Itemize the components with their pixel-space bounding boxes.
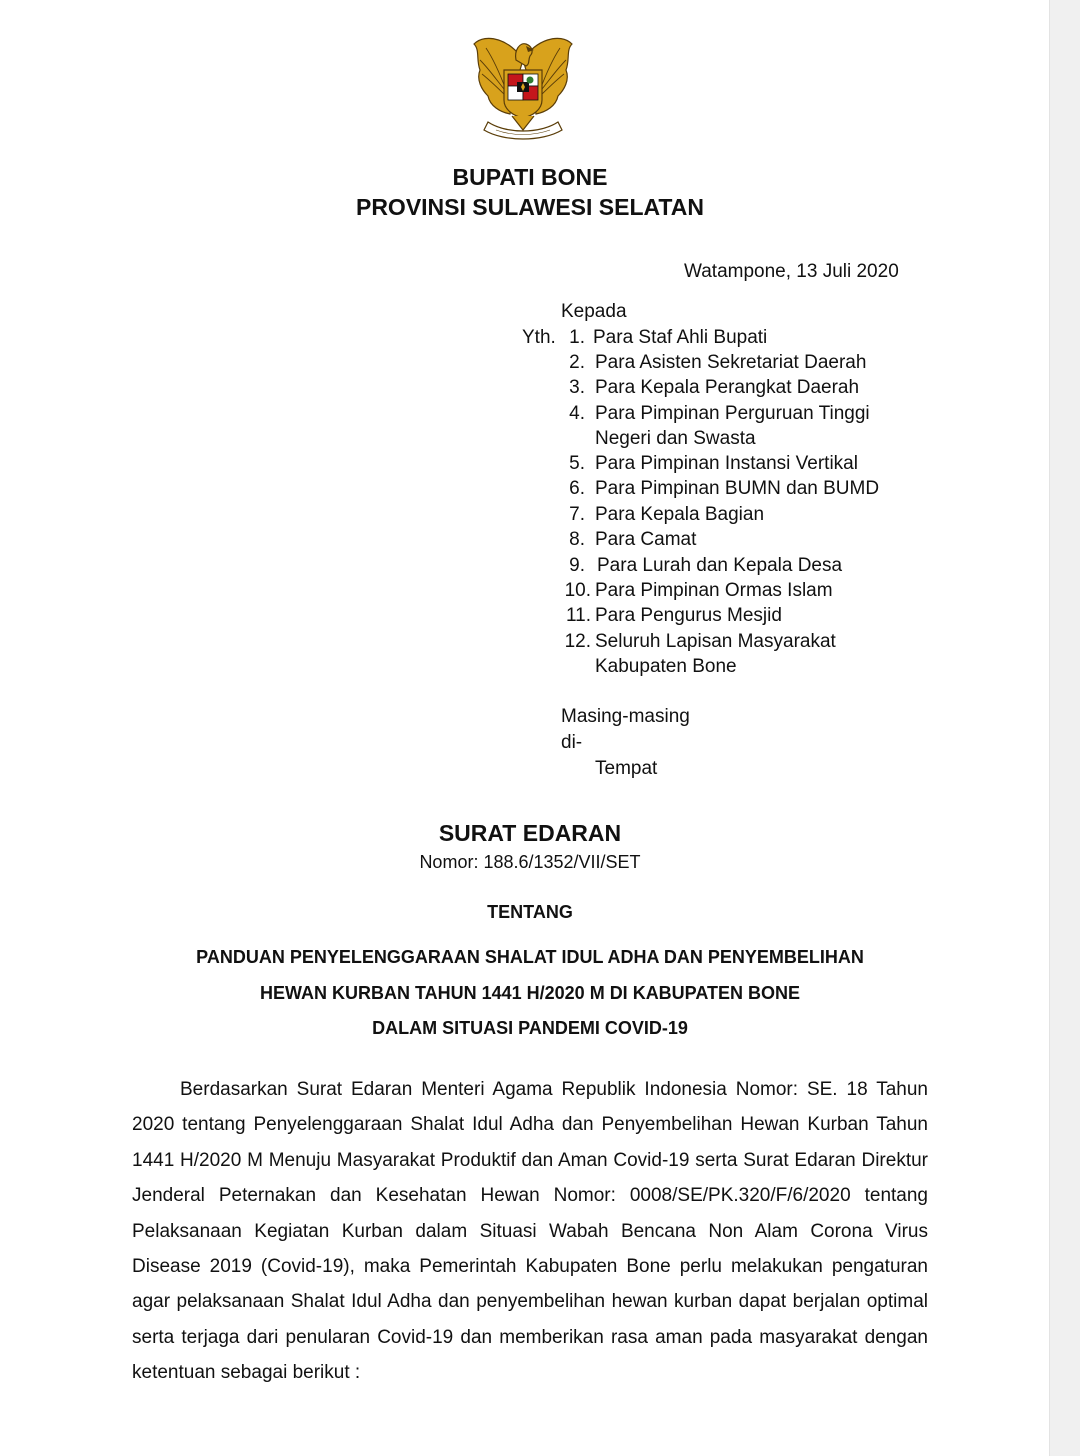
yth-label: Yth. bbox=[522, 327, 556, 348]
tempat-label: Tempat bbox=[595, 758, 658, 779]
list-item: Para Kepala Perangkat Daerah bbox=[595, 377, 860, 398]
tentang-heading: TENTANG bbox=[487, 902, 573, 922]
list-item: Para Camat bbox=[595, 529, 697, 550]
list-item: Para Pimpinan BUMN dan BUMD bbox=[595, 478, 880, 499]
list-item: Para Pimpinan Instansi Vertikal bbox=[595, 453, 858, 474]
garuda-emblem-icon bbox=[466, 30, 580, 142]
header-title: BUPATI BONE bbox=[452, 164, 608, 190]
list-item-number: 12. bbox=[564, 631, 591, 652]
header-province: PROVINSI SULAWESI SELATAN bbox=[355, 194, 704, 220]
list-item: Para Pengurus Mesjid bbox=[595, 605, 782, 626]
subject-line: DALAM SITUASI PANDEMI COVID-19 bbox=[372, 1018, 688, 1038]
list-item-number: 5. bbox=[569, 453, 585, 474]
list-item-number: 1. bbox=[569, 327, 585, 348]
letter-number: Nomor: 188.6/1352/VII/SET bbox=[419, 852, 641, 872]
list-item-number: 9. bbox=[569, 555, 585, 576]
list-item-number: 10. bbox=[564, 580, 591, 601]
body-paragraph: Berdasarkan Surat Edaran Menteri Agama Republik Indonesia Nomor: SE. 18 Tahun 2020 tentang Penyelenggaraan Shalat Idul Adha dan Penyembelihan Hewan Kurban Tahun 1441 H/2020 M Menuju Masyarakat Produktif dan Aman Covid-19 serta Surat Edaran Direktur Jenderal Peternakan dan Kesehatan Hewan Nomor: 0008/SE/PK.320/F/6/2020 tentang Pelaksanaan Kegiatan Kurban dalam Situasi Wabah Bencana Non Alam Corona Virus Disease 2019 (Covid-19), maka Pemerintah Kabupaten Bone perlu melakukan pengaturan agar pelaksanaan Shalat Idul Adha dan penyembelihan hewan kurban dapat berjalan optimal serta terjaga dari penularan Covid-19 dan memberikan rasa aman pada masyarakat dengan ketentuan sebagai berikut : bbox=[132, 1079, 928, 1384]
list-item: Para Staf Ahli Bupati bbox=[593, 327, 768, 348]
subject-line: PANDUAN PENYELENGGARAAN SHALAT IDUL ADHA DAN PENYEMBELIHAN bbox=[196, 947, 864, 967]
letter-title: SURAT EDARAN bbox=[438, 820, 622, 846]
list-item: Para Pimpinan Ormas Islam bbox=[595, 580, 833, 601]
list-item-continued: Negeri dan Swasta bbox=[595, 428, 756, 449]
list-item: Para Asisten Sekretariat Daerah bbox=[595, 352, 867, 373]
list-item-continued: Kabupaten Bone bbox=[595, 656, 737, 677]
list-item-number: 3. bbox=[569, 377, 585, 398]
letter-date: Watampone, 13 Juli 2020 bbox=[684, 261, 899, 282]
kepada-label: Kepada bbox=[561, 301, 627, 322]
di-label: di- bbox=[561, 732, 583, 753]
masing-label: Masing-masing bbox=[561, 706, 690, 727]
list-item-number: 8. bbox=[569, 529, 585, 550]
list-item-number: 7. bbox=[569, 504, 585, 525]
viewer-background bbox=[1049, 0, 1080, 1456]
list-item-number: 6. bbox=[569, 478, 585, 499]
list-item-number: 2. bbox=[569, 352, 585, 373]
list-item: Seluruh Lapisan Masyarakat bbox=[595, 631, 836, 652]
list-item: Para Lurah dan Kepala Desa bbox=[597, 555, 843, 576]
list-item-number: 11. bbox=[565, 605, 591, 626]
subject-line: HEWAN KURBAN TAHUN 1441 H/2020 M DI KABUPATEN BONE bbox=[259, 983, 801, 1003]
list-item: Para Kepala Bagian bbox=[595, 504, 765, 525]
list-item-number: 4. bbox=[569, 403, 585, 424]
list-item: Para Pimpinan Perguruan Tinggi bbox=[595, 403, 870, 424]
